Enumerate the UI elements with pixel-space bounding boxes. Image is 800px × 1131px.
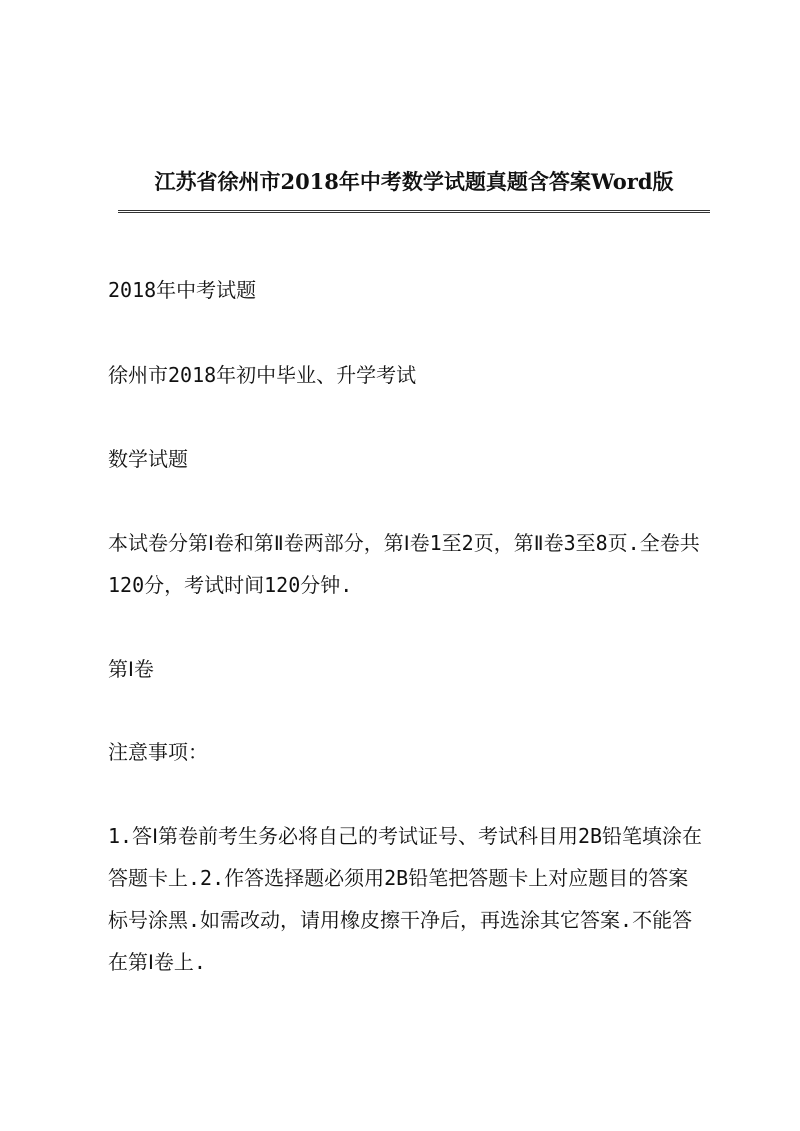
- paragraph-notes-heading: 注意事项：: [108, 740, 208, 764]
- paragraph-part-one-heading: 第Ⅰ卷: [108, 657, 154, 681]
- paragraph-subject: 数学试题: [108, 447, 188, 471]
- document-title: 江苏省徐州市2018年中考数学试题真题含答案Word版: [154, 169, 674, 194]
- paragraph-exam-year: 2018年中考试题: [108, 278, 257, 302]
- title-divider: [118, 210, 710, 213]
- paragraph-notes-body: 1.答Ⅰ第卷前考生务必将自己的考试证号、考试科目用2B铅笔填涂在答题卡上.2.作答选择题必须用2B铅笔把答题卡上对应题目的答案标号涂黑.如需改动，请用橡皮擦干净后，再选涂其它答案.不能答在第Ⅰ卷上.: [108, 824, 703, 974]
- paragraph-exam-name: 徐州市2018年初中毕业、升学考试: [108, 363, 417, 387]
- paragraph-exam-structure: 本试卷分第Ⅰ卷和第Ⅱ卷两部分，第Ⅰ卷1至2页，第Ⅱ卷3至8页.全卷共120分，考试时间120分钟.: [108, 531, 700, 597]
